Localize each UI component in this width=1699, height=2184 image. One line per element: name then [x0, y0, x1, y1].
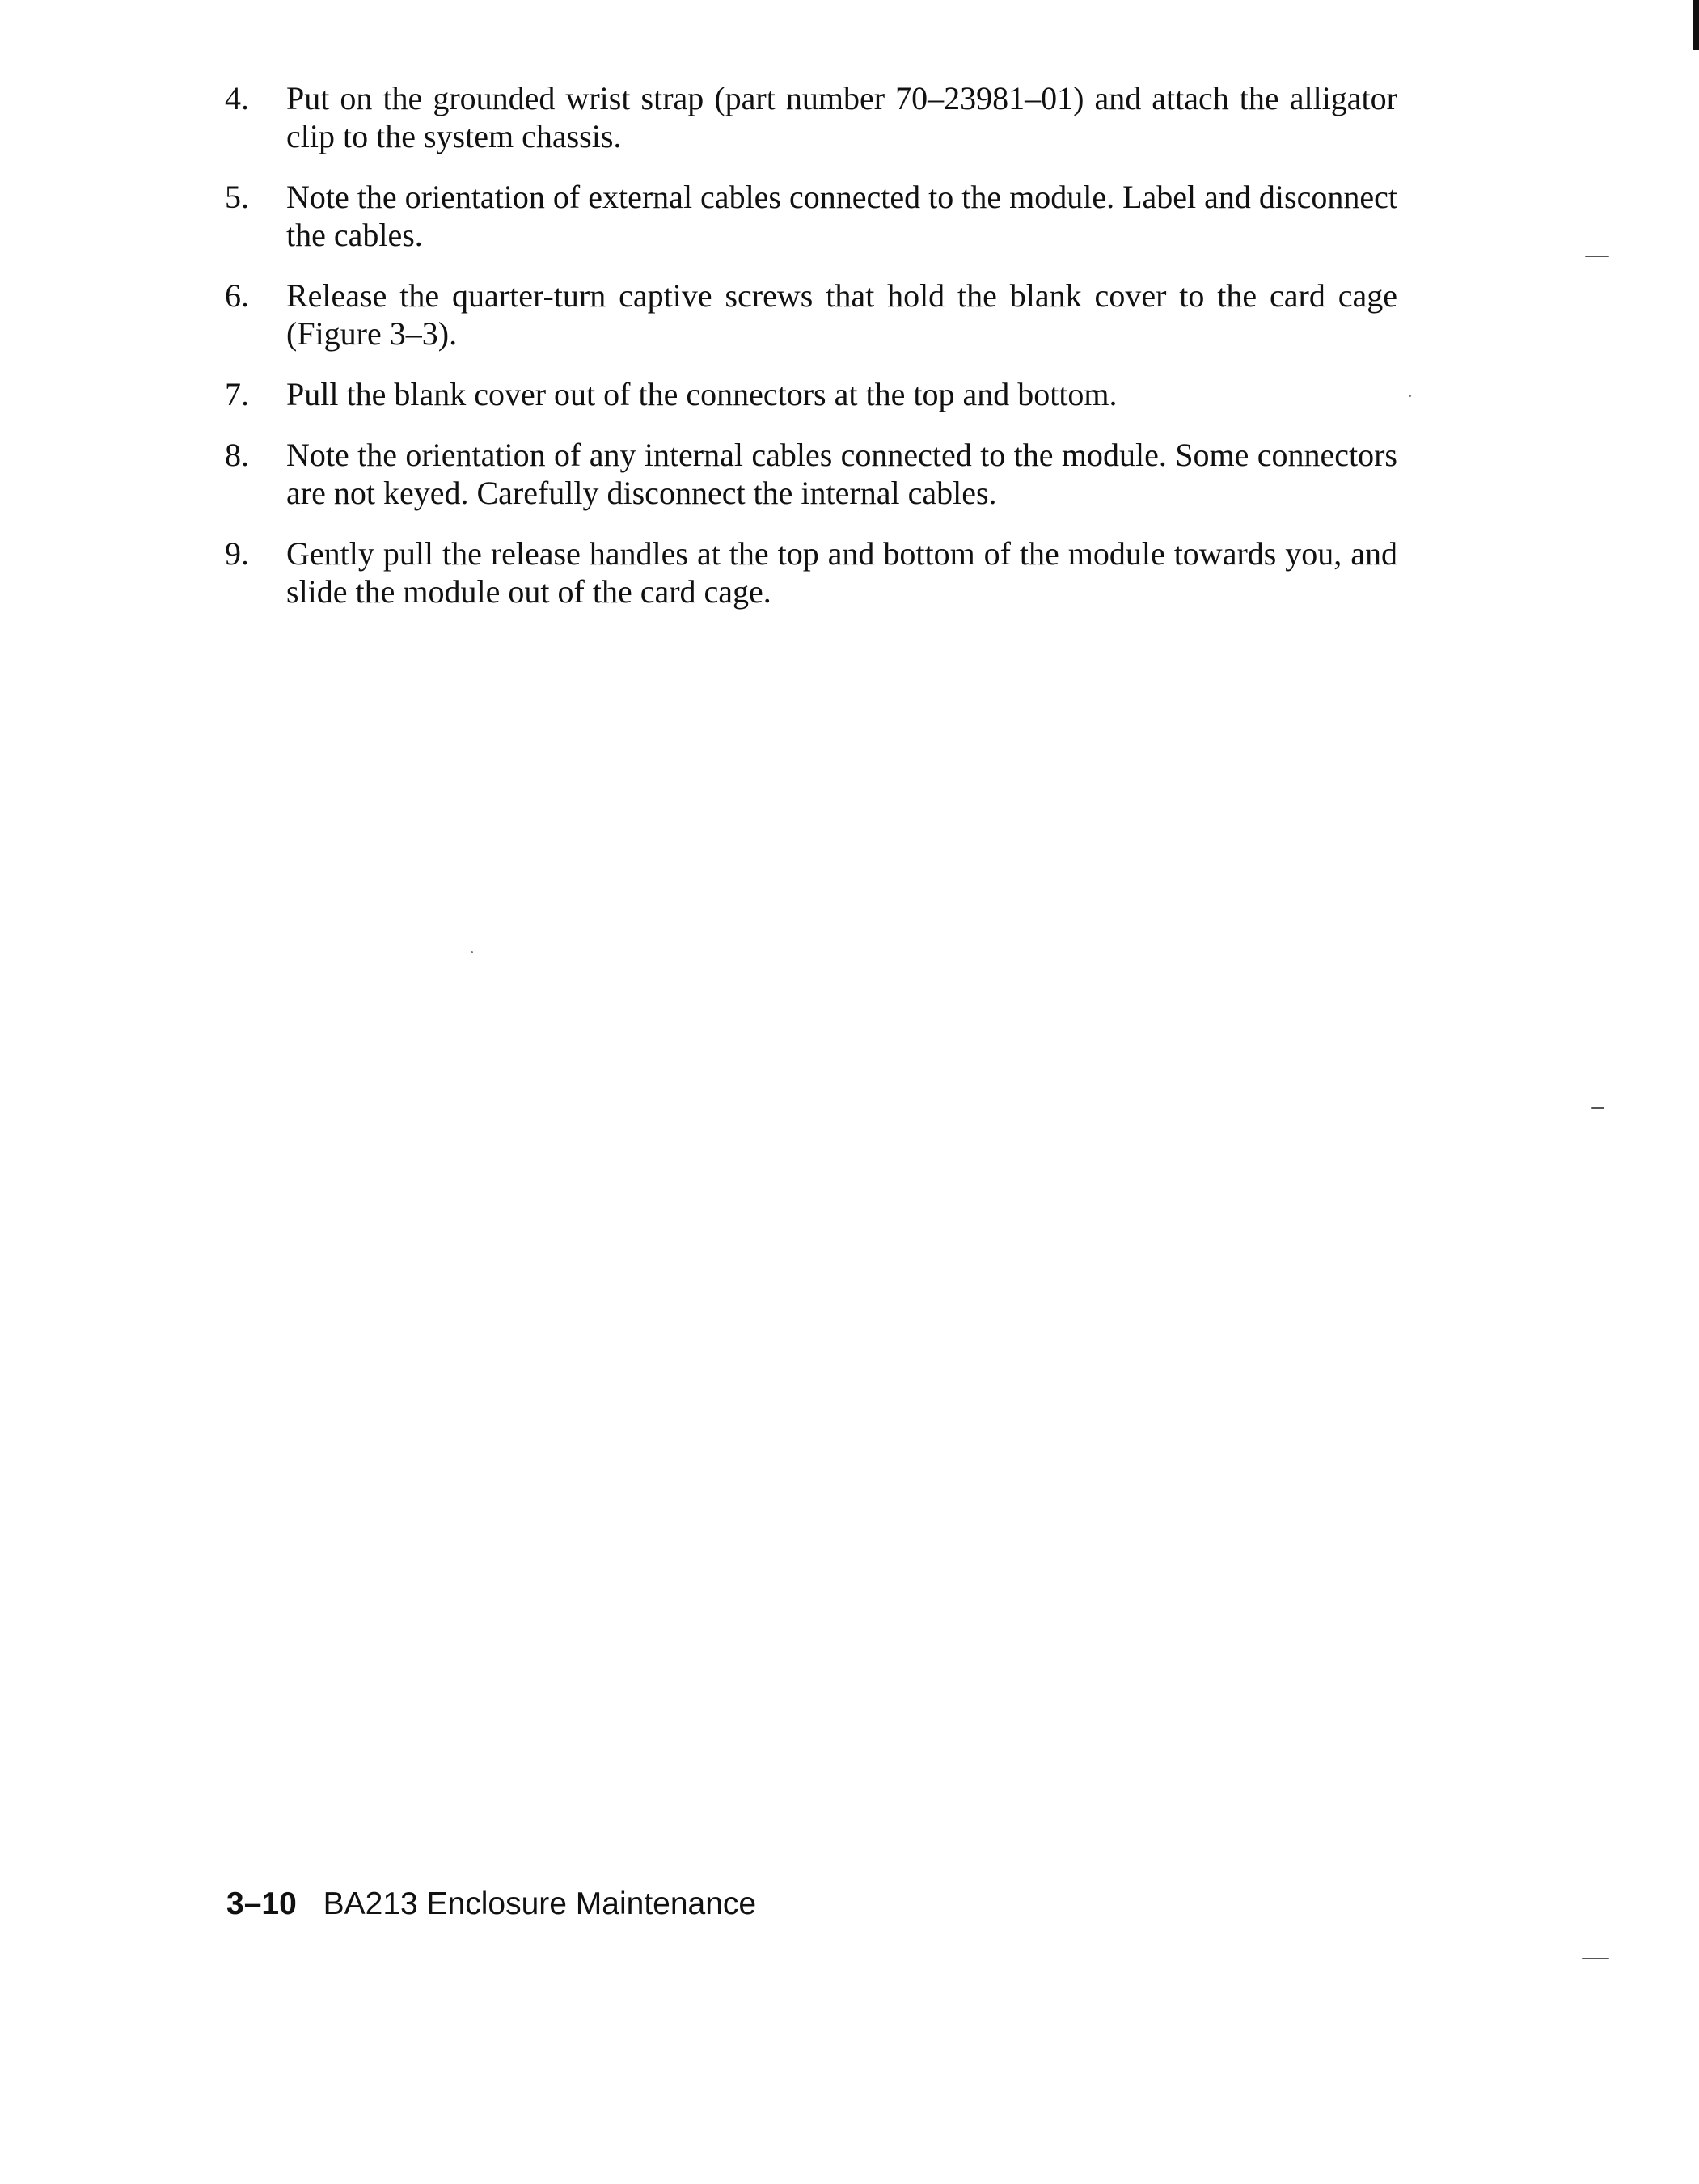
scan-edge-bar	[1693, 0, 1699, 50]
step-item	[225, 375, 1397, 413]
margin-mark	[1585, 256, 1609, 257]
step-text: Pull the blank cover out of the connectors at the top and bottom.	[286, 376, 1118, 412]
step-item	[225, 277, 1397, 353]
margin-mark	[1591, 1107, 1604, 1109]
step-number: 7.	[225, 376, 249, 412]
step-item	[225, 178, 1397, 254]
step-number: 9.	[225, 535, 249, 572]
page-footer	[226, 1886, 756, 1923]
step-number: 8.	[225, 437, 249, 473]
step-number: 4.	[225, 80, 249, 116]
step-item	[225, 534, 1397, 610]
page-number: 3–10	[226, 1886, 297, 1921]
procedure-steps	[225, 79, 1397, 633]
step-text: Note the orientation of any internal cables connected to the module. Some connectors are not keyed. Carefully disconnect the internal cables.	[286, 437, 1397, 511]
scan-speck	[471, 951, 473, 953]
step-text: Note the orientation of external cables connected to the module. Label and disconnect the cables.	[286, 179, 1397, 253]
scan-speck	[1409, 395, 1411, 397]
step-text: Gently pull the release handles at the top and bottom of the module towards you, and slide the module out of the card cage.	[286, 535, 1397, 610]
step-text: Put on the grounded wrist strap (part number 70–23981–01) and attach the alligator clip to the system chassis.	[286, 80, 1397, 154]
step-item	[225, 79, 1397, 155]
step-number: 6.	[225, 277, 249, 314]
section-title: BA213 Enclosure Maintenance	[323, 1886, 757, 1921]
margin-mark	[1582, 1958, 1609, 1959]
step-text: Release the quarter-turn captive screws that hold the blank cover to the card cage (Figure 3–3).	[286, 277, 1397, 352]
step-item	[225, 436, 1397, 512]
step-number: 5.	[225, 179, 249, 215]
